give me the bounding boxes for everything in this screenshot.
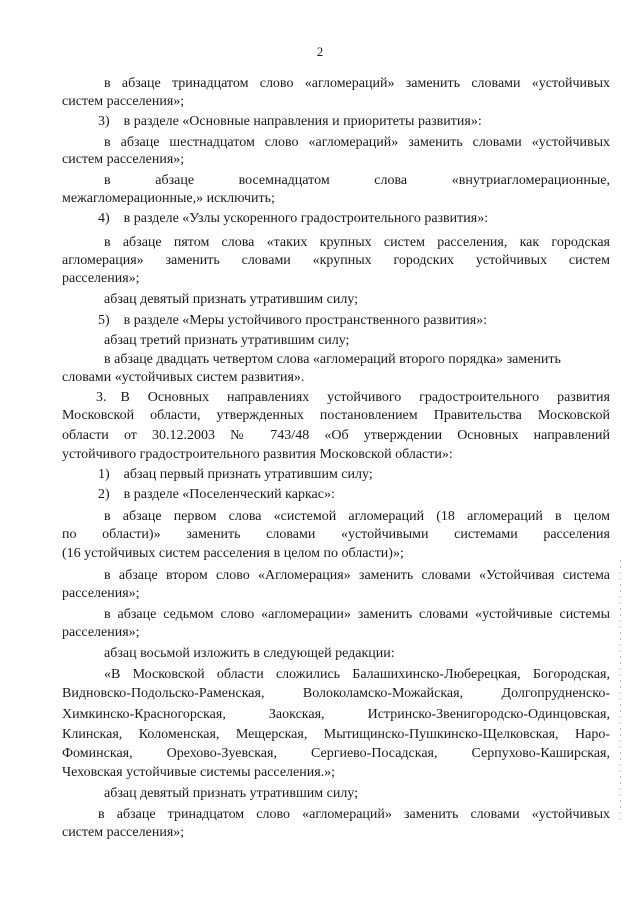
text-line: расселения»;: [62, 625, 140, 640]
text-line: межагломерационные,» исключить;: [62, 191, 275, 206]
text-line: Московской области, утвержденных постановлением Правительства Московской: [62, 408, 610, 423]
text-line: Видновско-Подольско-Раменская, Волоколамско-Можайская, Долгопрудненско-: [62, 686, 610, 701]
text-line: в абзаце тринадцатом слово «агломераций» заменить словами «устойчивых: [104, 76, 610, 91]
text-line: расселения»;: [62, 586, 140, 601]
text-line: в абзаце восемнадцатом слова «внутриагломерационные,: [104, 173, 610, 188]
text-line: 1) абзац первый признать утратившим силу;: [98, 467, 373, 482]
page-number: 2: [316, 44, 324, 59]
text-line: в абзаце седьмом слово «агломерации» заменить словами «устойчивые системы: [104, 607, 610, 622]
text-line: систем расселения»;: [62, 94, 185, 109]
text-line: в абзаце первом слова «системой агломераций (18 агломераций в целом: [104, 509, 610, 524]
text-line: систем расселения»;: [62, 152, 185, 167]
text-line: абзац девятый признать утратившим силу;: [104, 786, 359, 801]
text-line: Чеховская устойчивые системы расселения.»;: [62, 765, 336, 780]
text-line: (16 устойчивых систем расселения в целом по области)»;: [62, 546, 404, 561]
text-line: агломерация» заменить словами «крупных городских устойчивых систем: [62, 253, 610, 268]
scan-artifact: [620, 560, 621, 820]
text-line: абзац третий признать утратившим силу;: [104, 333, 350, 348]
text-line: области от 30.12.2003 № 743/48 «Об утверждении Основных направлений: [62, 428, 610, 443]
text-line: в абзаце шестнадцатом слово «агломераций» заменить словами «устойчивых: [104, 135, 610, 150]
text-line: систем расселения»;: [62, 825, 185, 840]
text-line: 4) в разделе «Узлы ускоренного градостроительного развития»:: [98, 211, 489, 226]
text-line: абзац девятый признать утратившим силу;: [104, 292, 359, 307]
text-line: 5) в разделе «Меры устойчивого пространственного развития»:: [98, 313, 488, 328]
text-line: в абзаце втором слово «Агломерация» заменить словами «Устойчивая система: [104, 568, 610, 583]
text-line: «В Московской области сложились Балашихинско-Люберецкая, Богородская,: [104, 667, 610, 682]
text-line: 3. В Основных направлениях устойчивого градостроительного развития: [96, 390, 610, 405]
text-line: устойчивого градостроительного развития Московской области»:: [62, 447, 453, 462]
text-line: абзац восьмой изложить в следующей редакции:: [104, 646, 395, 661]
text-line: словами «устойчивых систем развития».: [62, 370, 305, 385]
text-line: в абзаце двадцать четвертом слова «агломераций второго порядка» заменить: [104, 352, 561, 367]
text-line: в абзаце тринадцатом слово «агломераций» заменить словами «устойчивых: [98, 807, 610, 822]
text-line: по области)» заменить словами «устойчивыми системами расселения: [62, 527, 610, 542]
text-line: 3) в разделе «Основные направления и приоритеты развития»:: [98, 114, 482, 129]
text-line: расселения»;: [62, 271, 140, 286]
text-line: Фоминская, Орехово-Зуевская, Сергиево-Посадская, Серпухово-Каширская,: [62, 746, 610, 761]
text-line: в абзаце пятом слова «таких крупных систем расселения, как городская: [104, 235, 610, 250]
text-line: 2) в разделе «Поселенческий каркас»:: [98, 487, 335, 502]
text-line: Клинская, Коломенская, Мещерская, Мытищинско-Пушкинско-Щелковская, Наро-: [62, 727, 610, 742]
text-line: Химкинско-Красногорская, Заокская, Истринско-Звенигородско-Одинцовская,: [62, 707, 610, 722]
